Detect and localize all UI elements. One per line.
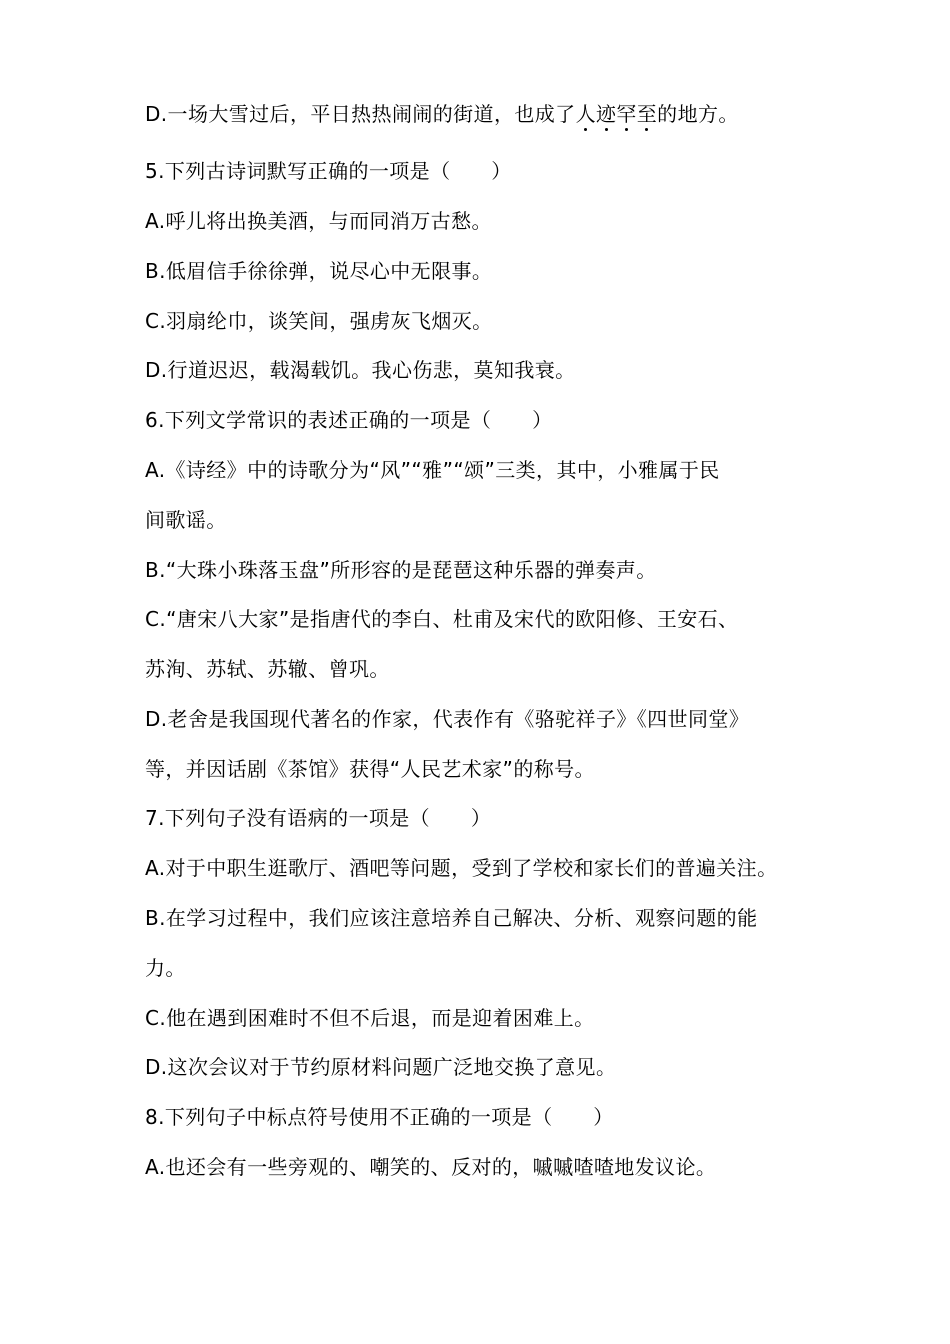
q7-option-b-line2: 力。 xyxy=(145,956,186,980)
emphasized-phrase xyxy=(576,102,658,126)
emphasis-dot xyxy=(645,128,648,131)
q4-option-d xyxy=(145,101,825,127)
q7-option-a: A.对于中职生逛歌厅、酒吧等问题，受到了学校和家长们的普遍关注。 xyxy=(145,856,778,880)
q8-option-a: A.也还会有一些旁观的、嘲笑的、反对的，嘁嘁喳喳地发议论。 xyxy=(145,1155,717,1179)
q7-stem: 7.下列句子没有语病的一项是（ ） xyxy=(145,806,492,830)
q5-option-c: C.羽扇纶巾，谈笑间，强虏灰飞烟灭。 xyxy=(145,309,493,333)
q4-option-d-text-before: D.一场大雪过后，平日热热闹闹的街道，也成了 xyxy=(145,102,576,126)
q4-option-d-text-after: 的地方。 xyxy=(657,102,739,126)
q6-option-d-line1: D.老舍是我国现代著名的作家，代表作有《骆驼祥子》《四世同堂》 xyxy=(145,707,750,731)
q6-option-c-line2: 苏洵、苏轼、苏辙、曾巩。 xyxy=(145,657,390,681)
q5-option-d: D.行道迟迟，载渴载饥。我心伤悲，莫知我衰。 xyxy=(145,358,576,382)
q6-option-d-line2: 等，并因话剧《茶馆》获得“人民艺术家”的称号。 xyxy=(145,757,595,781)
q7-option-d: D.这次会议对于节约原材料问题广泛地交换了意见。 xyxy=(145,1055,617,1079)
emphasis-dot xyxy=(625,128,628,131)
q8-stem: 8.下列句子中标点符号使用不正确的一项是（ ） xyxy=(145,1105,614,1129)
q6-option-a-line2: 间歌谣。 xyxy=(145,508,227,532)
q6-option-a-line1: A.《诗经》中的诗歌分为“风”“雅”“颂”三类，其中，小雅属于民 xyxy=(145,458,720,482)
q5-option-a: A.呼儿将出换美酒，与而同消万古愁。 xyxy=(145,209,492,233)
emphasized-text: 人迹罕至 xyxy=(575,102,658,126)
emphasis-dot xyxy=(605,128,608,131)
q7-option-b-line1: B.在学习过程中，我们应该注意培养自己解决、分析、观察问题的能 xyxy=(145,906,758,930)
q6-option-b: B.“大珠小珠落玉盘”所形容的是琵琶这种乐器的弹奏声。 xyxy=(145,558,657,582)
q6-stem: 6.下列文学常识的表述正确的一项是（ ） xyxy=(145,408,553,432)
q6-option-c-line1: C.“唐宋八大家”是指唐代的李白、杜甫及宋代的欧阳修、王安石、 xyxy=(145,607,739,631)
q7-option-c: C.他在遇到困难时不但不后退，而是迎着困难上。 xyxy=(145,1006,595,1030)
q5-option-b: B.低眉信手徐徐弹，说尽心中无限事。 xyxy=(145,259,493,283)
q5-stem: 5.下列古诗词默写正确的一项是（ ） xyxy=(145,159,512,183)
emphasis-dot xyxy=(584,128,587,131)
